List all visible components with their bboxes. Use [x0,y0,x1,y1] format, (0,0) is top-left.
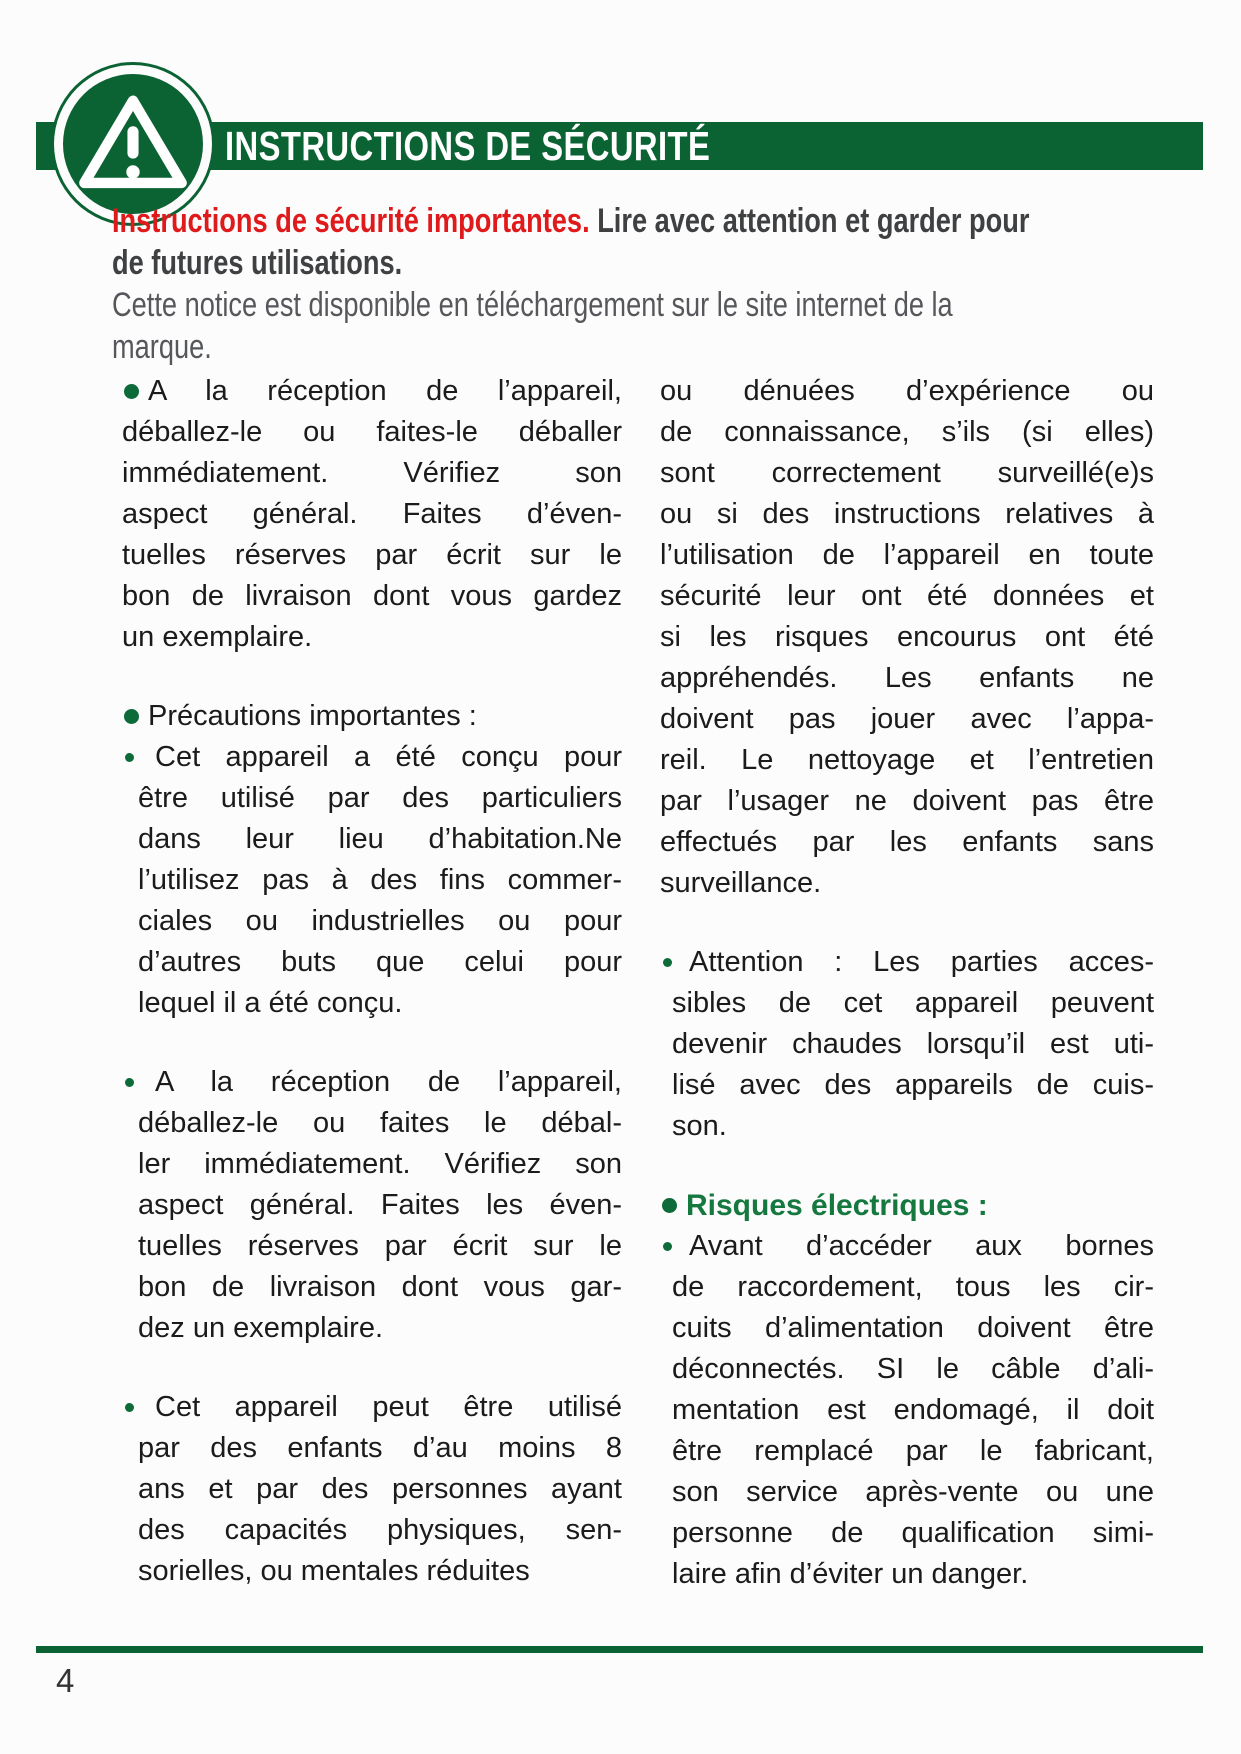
text-line: être remplacé par le fabricant, [672,1435,1154,1467]
intro-important-dark: Lire avec attention et garder pour [597,202,1030,240]
text-line: sibles de cet appareil peuvent [672,987,1154,1019]
text-line: sont correctement surveillé(e)s [660,457,1154,489]
text-line: lequel il a été conçu. [138,987,403,1019]
paragraph [660,1226,1154,1595]
text-line: personne de qualification simi- [672,1517,1154,1549]
text-line: Cet appareil peut être utilisé [155,1391,622,1423]
text-line: laire afin d’éviter un danger. [672,1558,1029,1590]
bullet-icon [663,1242,672,1251]
bullet-icon [662,1198,677,1213]
text-line: Attention : Les parties acces- [689,946,1154,978]
text-line: par l’usager ne doivent pas être [660,785,1154,817]
intro-important-red: Instructions de sécurité importantes. [112,202,590,240]
text-line: surveillance. [660,867,822,899]
text-line: des capacités physiques, sen- [138,1514,622,1546]
bullet-icon [124,384,139,399]
text-line: par des enfants d’au moins 8 [138,1432,622,1464]
text-line: son. [672,1110,727,1142]
page-number: 4 [56,1662,75,1699]
text-line: sécurité leur ont été données et [660,580,1154,612]
paragraph [660,371,1154,904]
intro-block [112,200,1238,368]
text-line: cuits d’alimentation doivent être [672,1312,1154,1344]
column-right [660,371,1154,1595]
text-line: déconnectés. SI le câble d’ali- [672,1353,1154,1385]
page-title: INSTRUCTIONS DE SÉCURITÉ [225,122,711,169]
text-line: l’utilisation de l’appareil en toute [660,539,1154,571]
warning-badge [63,74,203,214]
intro-important-line1 [112,200,1030,242]
text-line: sorielles, ou mentales réduites [138,1555,530,1587]
intro-note-line1: Cette notice est disponible en téléchargement sur le site internet de la [112,286,953,324]
text-line: appréhendés. Les enfants ne [660,662,1154,694]
text-line: A la réception de l’appareil, [148,375,622,407]
text-line: Risques électriques : [686,1189,988,1222]
text-line: un exemplaire. [122,621,313,653]
text-line: l’utilisez pas à des fins commer- [138,864,622,896]
footer-rule [36,1646,1203,1653]
text-line: ler immédiatement. Vérifiez son [138,1148,622,1180]
bullet-icon [124,709,139,724]
text-line: bon de livraison dont vous gardez [122,580,622,612]
intro-important-line2: de futures utilisations. [112,244,403,282]
text-line: devenir chaudes lorsqu’il est uti- [672,1028,1154,1060]
text-line: aspect général. Faites d’éven- [122,498,622,530]
column-left [122,371,622,1592]
paragraph [122,371,622,658]
paragraph [122,1062,622,1349]
text-line: de connaissance, s’ils (si elles) [660,416,1154,448]
text-line: déballez-le ou faites-le déballer [122,416,622,448]
paragraph [660,942,1154,1147]
text-line: ou si des instructions relatives à [660,498,1154,530]
text-line: ciales ou industrielles ou pour [138,905,622,937]
paragraph [122,696,622,737]
text-line: bon de livraison dont vous gar- [138,1271,622,1303]
text-line: Avant d’accéder aux bornes [689,1230,1154,1262]
paragraph [660,1185,1154,1226]
bullet-icon [125,1403,134,1412]
text-line: ou dénuées d’expérience ou [660,375,1154,407]
text-line: si les risques encourus ont été [660,621,1154,653]
text-line: dans leur lieu d’habitation.Ne [138,823,622,855]
text-line: doivent pas jouer avec l’appa- [660,703,1154,735]
text-line: Cet appareil a été conçu pour [155,741,622,773]
text-line: dez un exemplaire. [138,1312,384,1344]
text-line: immédiatement. Vérifiez son [122,457,622,489]
text-line: aspect général. Faites les éven- [138,1189,622,1221]
text-line: d’autres buts que celui pour [138,946,622,978]
bullet-icon [125,753,134,762]
text-line: ans et par des personnes ayant [138,1473,622,1505]
text-line: mentation est endomagé, il doit [672,1394,1154,1426]
text-line: Précautions importantes : [148,700,477,732]
text-line: lisé avec des appareils de cuis- [672,1069,1154,1101]
text-line: tuelles réserves par écrit sur le [122,539,622,571]
text-line: de raccordement, tous les cir- [672,1271,1154,1303]
paragraph [122,737,622,1024]
paragraph [122,1387,622,1592]
text-line: déballez-le ou faites le débal- [138,1107,622,1139]
text-line: reil. Le nettoyage et l’entretien [660,744,1154,776]
intro-note-line2: marque. [112,328,212,366]
bullet-icon [125,1078,134,1087]
bullet-icon [663,958,672,967]
text-line: être utilisé par des particuliers [138,782,622,814]
text-line: A la réception de l’appareil, [155,1066,622,1098]
text-line: son service après-vente ou une [672,1476,1154,1508]
text-line: tuelles réserves par écrit sur le [138,1230,622,1262]
text-line: effectués par les enfants sans [660,826,1154,858]
